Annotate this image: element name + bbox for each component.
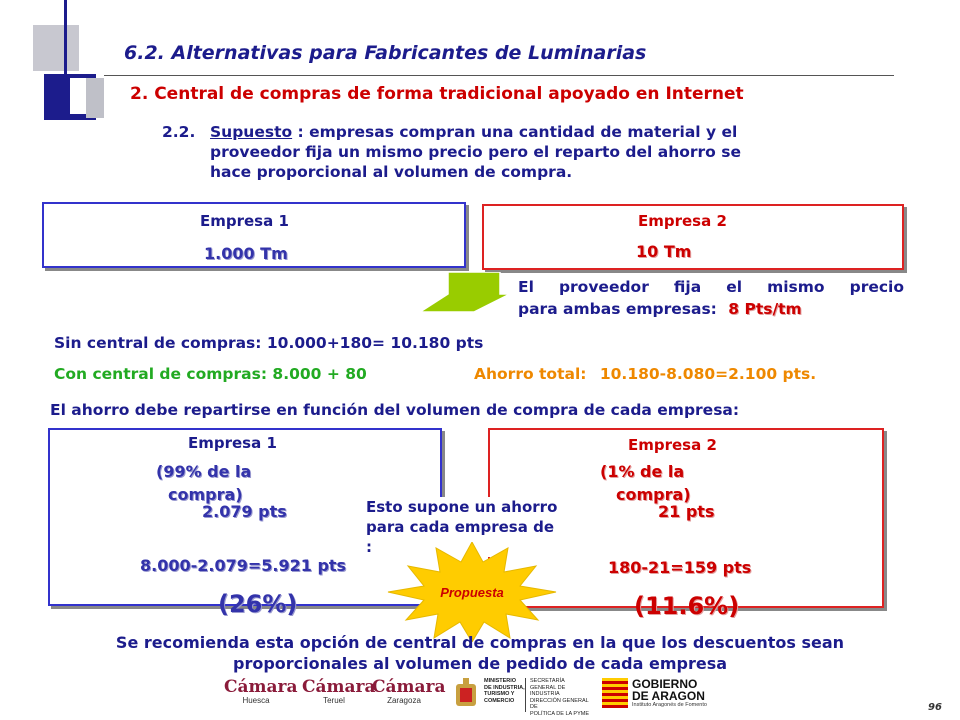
empresa-1-share-1: (99% de la (156, 462, 252, 481)
page-title: 6.2. Alternativas para Fabricantes de Luminarias (124, 42, 647, 64)
empresa-1-bottom-label: Empresa 1 (188, 434, 277, 452)
empresa-2-bottom-label: Empresa 2 (628, 436, 717, 454)
empresa-2-amount: 21 pts (658, 502, 715, 521)
intro-number: 2.2. (162, 123, 196, 141)
overlay-note-line-1: Esto supone un ahorro (366, 498, 558, 516)
spain-crest-icon (452, 678, 480, 710)
empresa-1-top-label: Empresa 1 (200, 212, 289, 230)
empresa-1-percent: (26%) (218, 590, 298, 618)
empresa-2-share-2: compra) (616, 485, 691, 504)
empresa-1-amount: 2.079 pts (202, 502, 287, 521)
camara-huesca-logo: Cámara Huesca (224, 677, 298, 705)
sin-central-line: Sin central de compras: 10.000+180= 10.180 pts (54, 334, 484, 352)
decor-gray-bar (86, 78, 104, 118)
intro-keyword: Supuesto (210, 123, 293, 141)
empresa-2-calc: 180-21=159 pts (608, 558, 752, 577)
overlay-note-line-3: : (366, 538, 372, 556)
gobierno-aragon-logo: GOBIERNO DE ARAGON Instituto Aragonés de Fomento (602, 678, 722, 712)
intro-line-1: : empresas compran una cantidad de material y el (297, 123, 738, 141)
ahorro-total (474, 365, 816, 383)
ahorro-value: 10.180-8.080=2.100 pts. (599, 365, 817, 383)
intro-line-2: proveedor fija un mismo precio pero el reparto del ahorro se (210, 143, 741, 161)
overlay-note-line-2: para cada empresa de (366, 518, 554, 536)
reparto-line: El ahorro debe repartirse en función del volumen de compra de cada empresa: (50, 401, 740, 419)
decor-blue-block (44, 74, 66, 120)
title-divider (104, 75, 894, 76)
empresa-1-top-box (42, 202, 466, 268)
empresa-2-share-1: (1% de la (600, 462, 685, 481)
propuesta-badge (386, 542, 558, 642)
intro-line-3: hace proporcional al volumen de compra. (210, 163, 573, 181)
propuesta-label: Propuesta (440, 585, 504, 600)
green-arrow-icon (420, 272, 510, 312)
page-number: 96 (928, 702, 942, 713)
empresa-1-calc: 8.000-2.079=5.921 pts (140, 556, 347, 575)
supplier-note-prefix: para ambas empresas: (518, 300, 717, 318)
camara-teruel-logo: Cámara Teruel (302, 677, 376, 705)
supplier-price: 8 Pts/tm (728, 300, 802, 318)
supplier-note-line-1: El proveedor fija el mismo precio (518, 278, 904, 296)
supplier-note-line-2 (518, 300, 802, 318)
aragon-flag-icon (602, 678, 628, 708)
intro-paragraph (162, 122, 882, 182)
empresa-2-top-box (482, 204, 904, 270)
ministerio-logo: MINISTERIO DE INDUSTRIA, TURISMO Y COMERCIO SECRETARÍA GENERAL DE INDUSTRIA DIRECCIÓN GENERAL DE POLÍTICA DE LA PYME (452, 678, 592, 712)
camara-zaragoza-logo: Cámara Zaragoza (372, 677, 446, 705)
empresa-1-top-value: 1.000 Tm (204, 244, 288, 263)
empresa-2-percent: (11.6%) (634, 592, 740, 620)
decor-gray-square (33, 25, 79, 71)
empresa-2-top-label: Empresa 2 (638, 212, 727, 230)
conclusion-line-1: Se recomienda esta opción de central de compras en la que los descuentos sean (115, 633, 845, 652)
empresa-1-share-2: compra) (168, 485, 243, 504)
conclusion (40, 632, 920, 674)
empresa-2-top-value: 10 Tm (636, 242, 692, 261)
conclusion-line-2: proporcionales al volumen de pedido de cada empresa (232, 654, 728, 673)
con-central-line: Con central de compras: 8.000 + 80 (54, 365, 367, 383)
ahorro-label: Ahorro total: (474, 365, 587, 383)
decor-vertical-line (64, 0, 67, 120)
section-subtitle: 2. Central de compras de forma tradicional apoyado en Internet (130, 84, 744, 104)
